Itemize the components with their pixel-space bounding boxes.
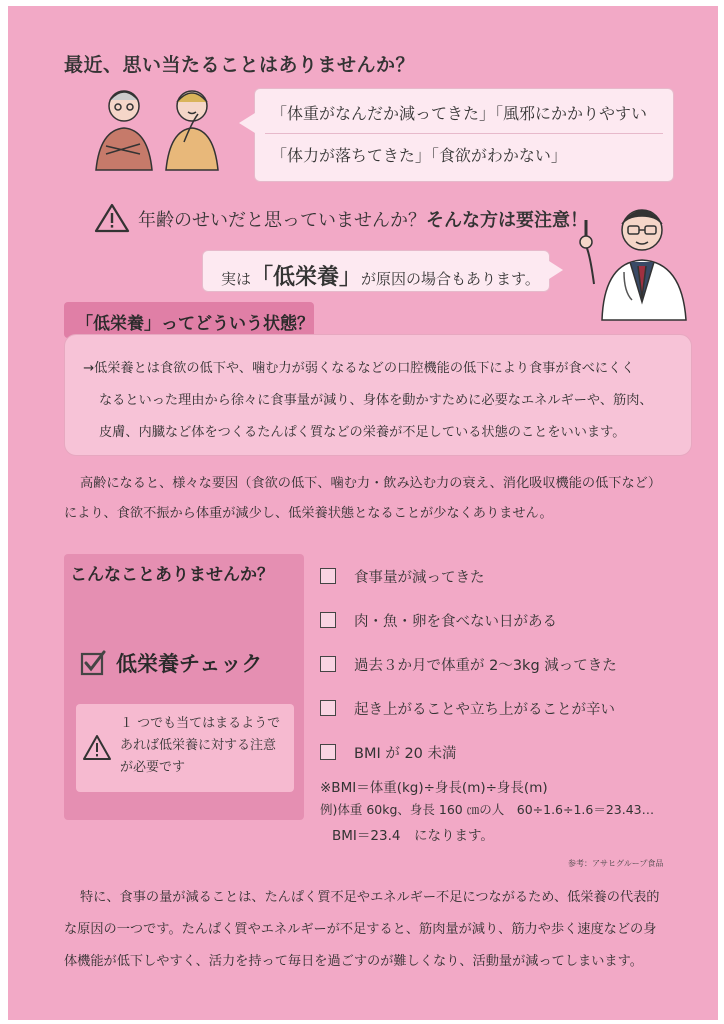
- elderly-couple-illustration: [88, 82, 228, 174]
- checkbox-empty-icon[interactable]: [320, 700, 336, 716]
- definition-line: 皮膚、内臓など体をつくるたんぱく質などの栄養が不足している状態のことをいいます。: [99, 425, 626, 440]
- aging-paragraph-line: 高齢になると、様々な要因（食欲の低下、噛む力・飲み込む力の衰え、消化吸収機能の低下など）: [80, 476, 662, 491]
- definition-line: なるといった理由から徐々に食事量が減り、身体を動かすために必要なエネルギーや、筋肉、: [99, 393, 653, 408]
- reference-credit: 参考：アサヒグループ食品: [568, 859, 664, 868]
- checklist-item-label: 起き上がることや立ち上がることが辛い: [354, 702, 615, 718]
- check-note-box: [76, 704, 294, 792]
- bmi-formula: ※BMI＝体重(kg)÷身長(m)÷身長(m): [320, 780, 548, 796]
- cause-callout: [202, 250, 550, 292]
- checkbox-empty-icon[interactable]: [320, 744, 336, 760]
- check-note-line: が必要です: [120, 760, 186, 775]
- protein-paragraph-line: 特に、食事の量が減ることは、たんぱく質不足やエネルギー不足につながるため、低栄養の代表的: [80, 890, 660, 905]
- checklist-item-label: BMI が 20 未満: [354, 746, 457, 762]
- warning-text: 年齢のせいだと思っていませんか？: [138, 210, 426, 231]
- bmi-example: 例)体重 60kg、身長 160 ㎝の人 60÷1.6÷1.6＝23.43…: [320, 802, 655, 817]
- aging-paragraph-line: により、食欲不振から体重が減少し、低栄養状態となることが少なくありません。: [64, 506, 553, 521]
- bubble-divider: [265, 133, 663, 134]
- concern-speech-bubble: [254, 88, 674, 182]
- protein-paragraph-line: 体機能が低下しやすく、活力を持って毎日を過ごすのが難しくなり、活動量が減ってしまいます。: [64, 954, 643, 969]
- bmi-result: BMI＝23.4 になります。: [332, 828, 494, 844]
- checklist-item-label: 肉・魚・卵を食べない日がある: [354, 614, 557, 630]
- doctor-illustration: [564, 192, 704, 322]
- definition-box: [64, 334, 692, 456]
- cause-pre: 実は: [221, 270, 252, 288]
- check-note-line: １ つでも当てはまるようで: [120, 716, 281, 731]
- checklist-item-label: 過去３か月で体重が 2～3kg 減ってきた: [354, 658, 617, 674]
- checklist-item-label: 食事量が減ってきた: [354, 570, 485, 586]
- checkbox-checked-icon: [80, 650, 106, 676]
- checklist-item[interactable]: [320, 566, 485, 590]
- definition-heading-band: [64, 302, 314, 338]
- warning-triangle-icon: [94, 202, 130, 234]
- definition-heading: 「低栄養」ってどういう状態？: [76, 314, 314, 334]
- checklist-item[interactable]: [320, 654, 617, 678]
- definition-line: →低栄養とは食欲の低下や、噛む力が弱くなるなどの口腔機能の低下により食事が食べにくく: [83, 361, 635, 376]
- intro-question: 最近、思い当たることはありませんか？: [64, 54, 416, 76]
- malnutrition-check-panel: [64, 554, 304, 820]
- protein-paragraph-line: な原因の一つです。たんぱく質やエネルギーが不足すると、筋肉量が減り、筋力や歩く速度などの身: [64, 922, 657, 937]
- flyer-page: [8, 6, 718, 1020]
- checklist-item[interactable]: [320, 698, 615, 722]
- warning-emphasis: そんな方は要注意！: [426, 210, 588, 231]
- concern-line-1: 「体重がなんだか減ってきた」「風邪にかかりやすい: [271, 104, 648, 123]
- check-title: 低栄養チェック: [116, 652, 263, 676]
- checkbox-empty-icon[interactable]: [320, 612, 336, 628]
- cause-post: が原因の場合もあります。: [361, 270, 540, 288]
- checklist-item[interactable]: [320, 742, 457, 766]
- cause-highlight: 「低栄養」: [251, 265, 362, 290]
- concern-line-2: 「体力が落ちてきた」「食欲がわかない」: [271, 146, 567, 165]
- checkbox-empty-icon[interactable]: [320, 656, 336, 672]
- warning-triangle-icon: [82, 734, 112, 762]
- checklist-item[interactable]: [320, 610, 557, 634]
- check-note-line: あれば低栄養に対する注意: [120, 738, 277, 753]
- checkbox-empty-icon[interactable]: [320, 568, 336, 584]
- check-question: こんなことありませんか？: [70, 565, 274, 585]
